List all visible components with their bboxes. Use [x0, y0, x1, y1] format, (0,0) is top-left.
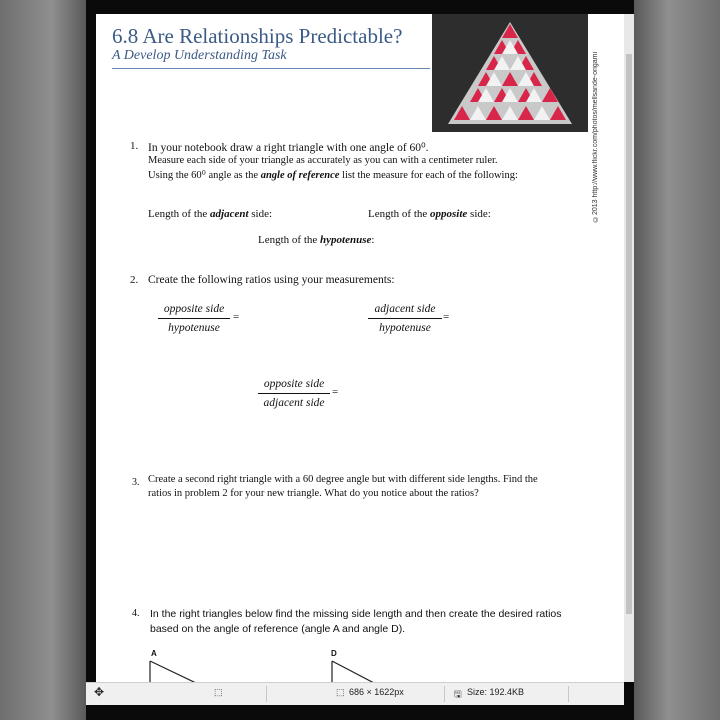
adjacent-length-label [148, 208, 272, 220]
q1-number: 1. [130, 140, 139, 152]
right-blur-border [634, 0, 720, 720]
triangle-d [328, 659, 384, 682]
ratio2-bar [368, 318, 442, 319]
adjacent-b: adjacent [210, 208, 249, 220]
q1-line3-b: angle of reference [260, 170, 340, 181]
ratio1-equals: = [233, 311, 240, 323]
photo-credit: ©2013 http://www.flickr.com/photos/mellsande-origami [592, 51, 599, 222]
page-subtitle: A Develop Understanding Task [112, 48, 287, 63]
q3-line2: ratios in problem 2 for your new triangle. What do you notice about the ratios? [148, 488, 479, 499]
ratio2-denominator: hypotenuse [379, 322, 431, 334]
status-separator-3 [568, 686, 569, 702]
q2-number: 2. [130, 274, 139, 286]
q1-line3-c: list the measure for each of the following: [339, 170, 518, 181]
status-bar [86, 682, 624, 705]
q4-line1: In the right triangles below find the missing side length and then create the desired ratios [150, 608, 562, 620]
selection-icon: ⬚ [214, 687, 223, 697]
image-dimensions: 686 × 1622px [349, 687, 404, 697]
adjacent-a: Length of the [148, 208, 211, 220]
triangle-d-label: D [331, 649, 337, 658]
ratio3-numerator: opposite side [263, 378, 325, 390]
save-icon: 🖫 [454, 689, 462, 699]
q1-line3-a: Using the 60⁰ angle as the [148, 170, 261, 181]
hypotenuse-length-label [258, 234, 374, 246]
triangle-a [146, 659, 202, 682]
opposite-length-label [368, 208, 491, 220]
ratio1-denominator: hypotenuse [168, 322, 220, 334]
page-title: 6.8 Are Relationships Predictable? [112, 24, 403, 48]
q3-number: 3. [132, 477, 140, 488]
document-page [96, 14, 624, 682]
opposite-c: side: [467, 208, 491, 220]
scrollbar-thumb[interactable] [626, 54, 632, 614]
ratio-opp-adj [258, 378, 330, 409]
ratio1-numerator: opposite side [163, 303, 225, 315]
status-separator-1 [266, 686, 267, 702]
status-separator-2 [444, 686, 445, 702]
ratio-adj-hyp [368, 303, 442, 334]
left-blur-border [0, 0, 86, 720]
q2-text: Create the following ratios using your measurements: [148, 274, 395, 286]
q1-line1: In your notebook draw a right triangle with one angle of 60⁰. [148, 142, 429, 154]
hyp-a: Length of the [258, 234, 321, 246]
title-rule [112, 68, 430, 69]
vertical-scrollbar[interactable] [624, 14, 634, 682]
ratio3-bar [258, 393, 330, 394]
origami-triangle-image [432, 14, 588, 132]
ratio-opp-hyp [158, 303, 230, 334]
triangle-a-label: A [151, 649, 157, 658]
q3-line1: Create a second right triangle with a 60 degree angle but with different side lengths. Find the [148, 474, 538, 485]
q4-line2: based on the angle of reference (angle A and angle D). [150, 623, 406, 635]
q1-line2: Measure each side of your triangle as accurately as you can with a centimeter ruler. [148, 155, 498, 166]
adjacent-c: side: [248, 208, 273, 220]
ratio2-numerator: adjacent side [374, 303, 436, 315]
ratio2-equals: = [443, 311, 450, 323]
opposite-a: Length of the [368, 208, 431, 220]
dimensions-icon: ⬚ [336, 687, 345, 697]
hyp-b: hypotenuse [320, 234, 372, 246]
q4-number: 4. [132, 608, 140, 619]
ratio3-denominator: adjacent side [263, 397, 325, 409]
ratio3-equals: = [332, 386, 339, 398]
move-icon[interactable]: ✥ [94, 685, 105, 699]
file-size: Size: 192.4KB [467, 687, 525, 697]
origami-photo [432, 14, 588, 132]
hyp-c: : [371, 234, 375, 246]
opposite-b: opposite [430, 208, 468, 220]
q1-line3 [148, 169, 518, 181]
ratio1-bar [158, 318, 230, 319]
